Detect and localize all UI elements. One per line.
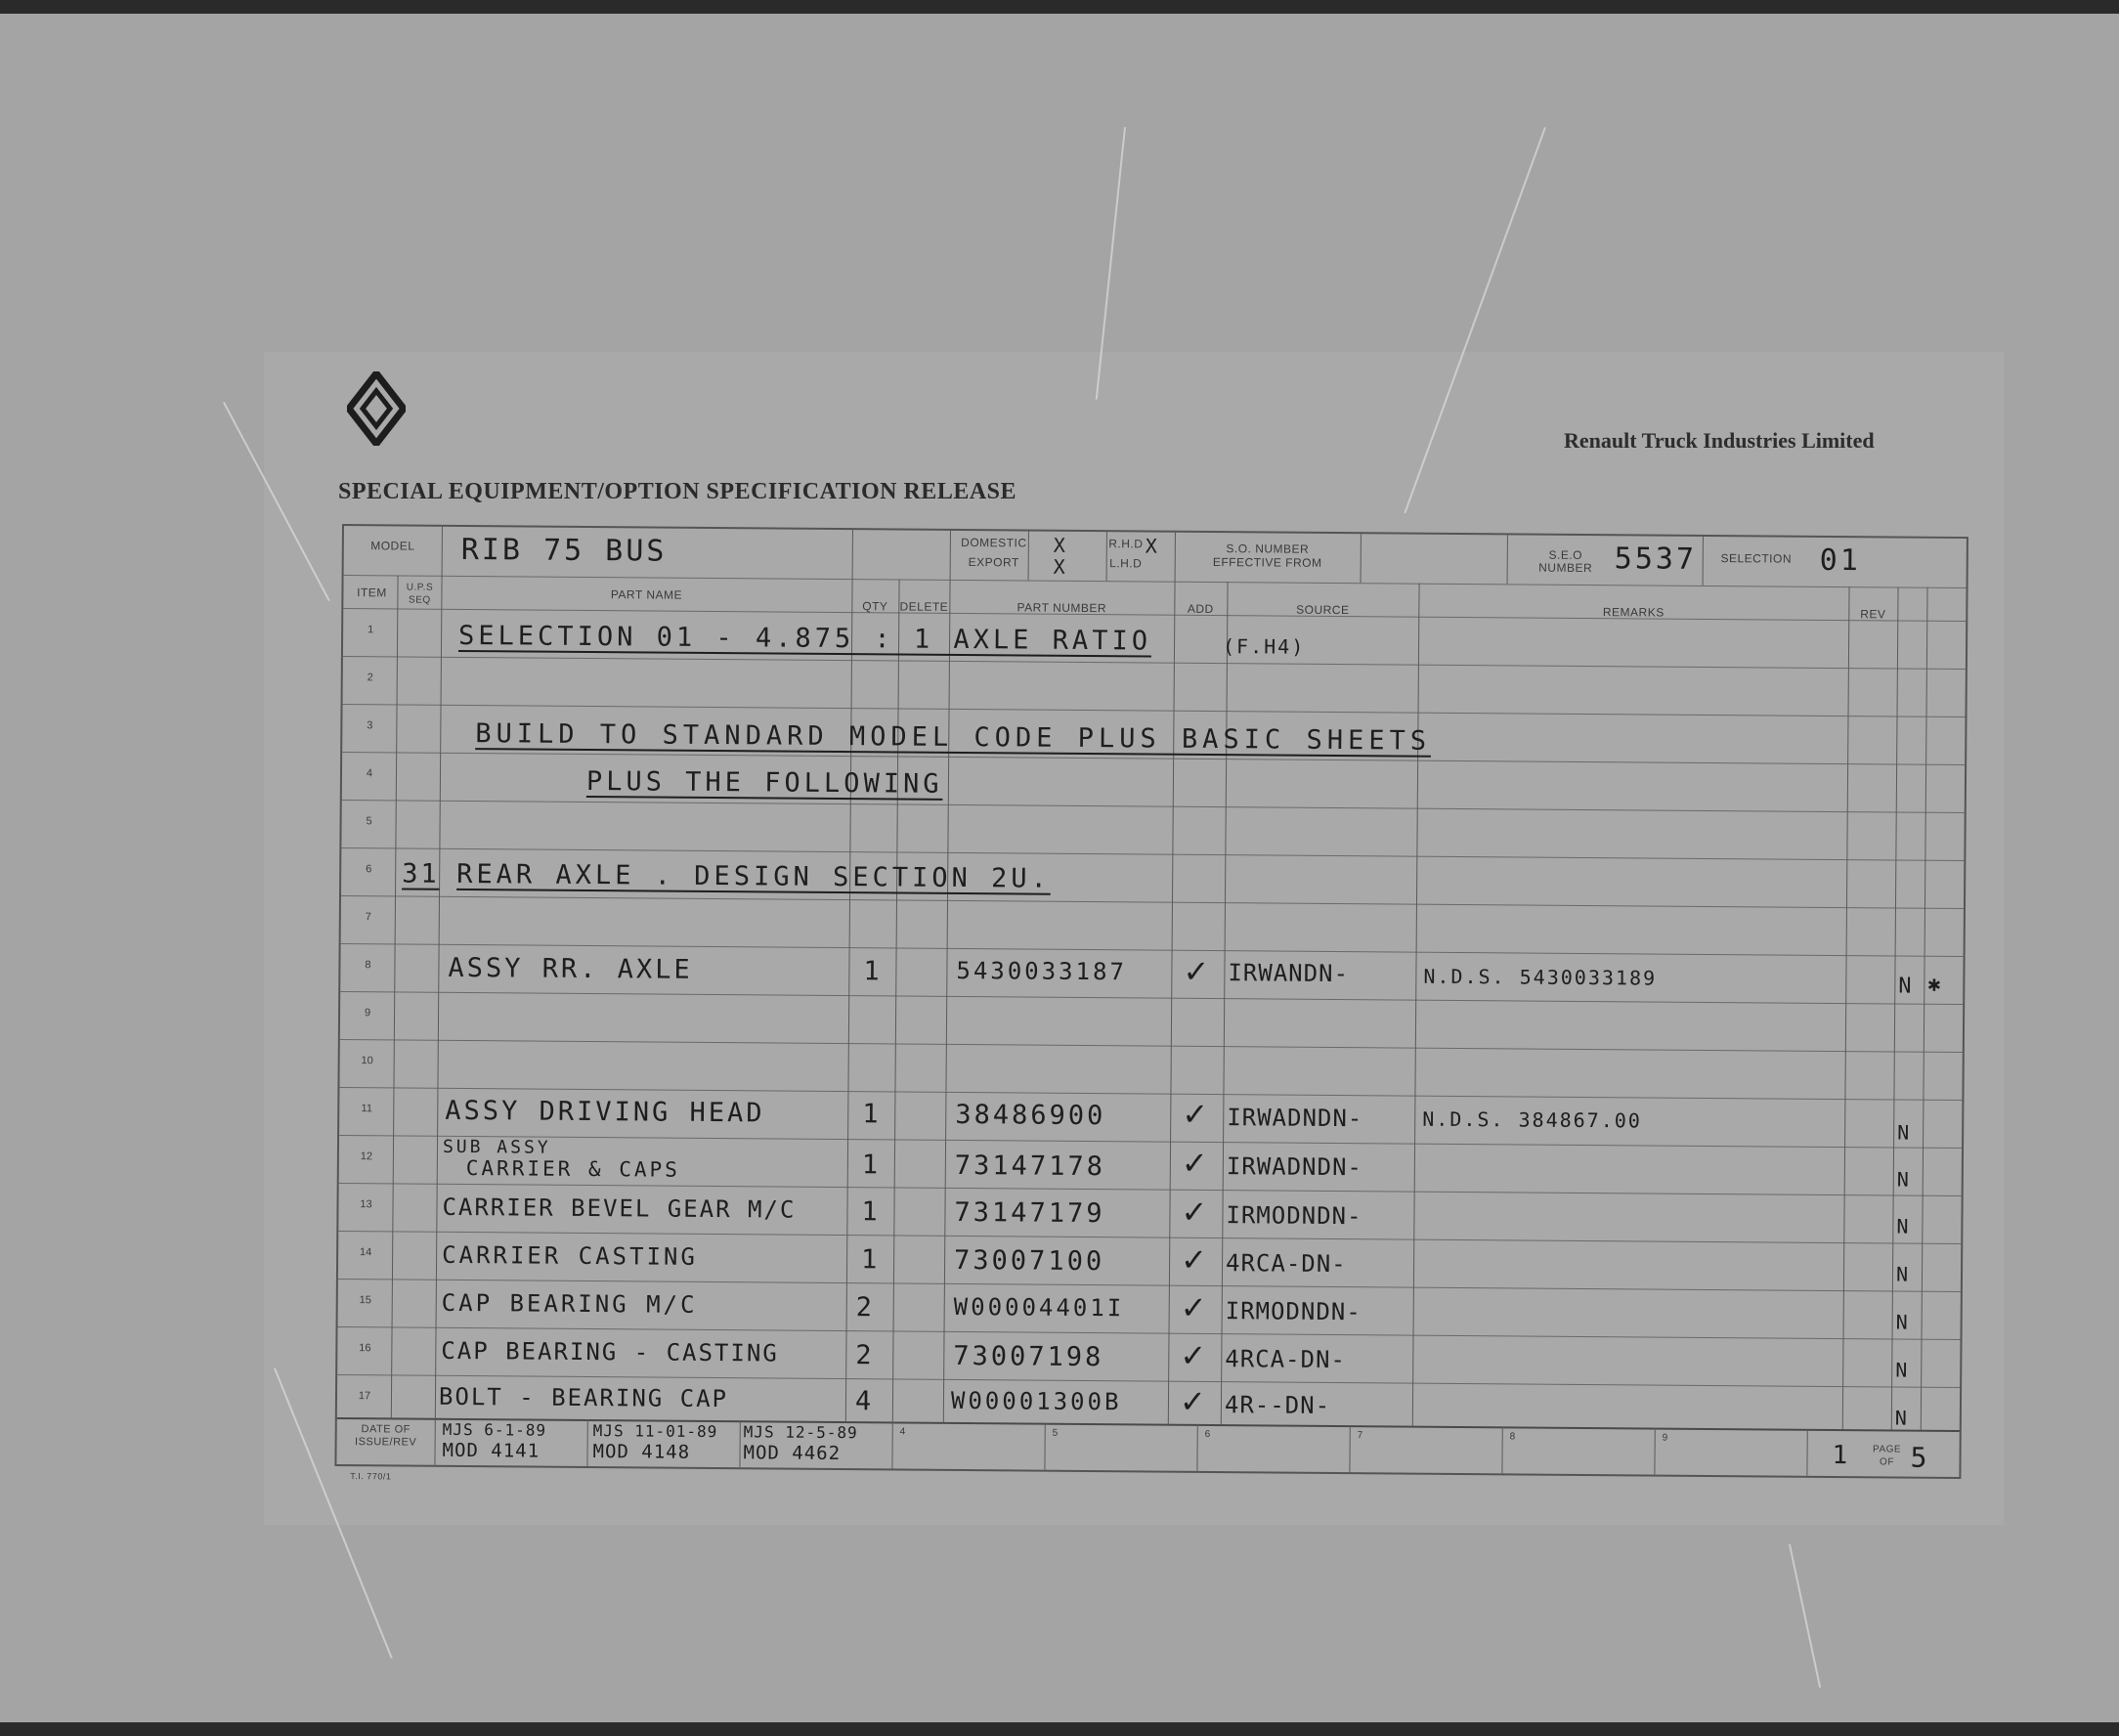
col-divider [1412, 584, 1420, 1426]
selection-label: SELECTION [1720, 551, 1793, 566]
part-name: CARRIER & CAPS [465, 1156, 680, 1182]
part-name: ASSY DRIVING HEAD [445, 1095, 765, 1129]
part-number: W00004401I [953, 1292, 1125, 1323]
col-header-source: SOURCE [1296, 602, 1350, 618]
col-header-part-name: PART NAME [610, 587, 683, 602]
part-number: 73007198 [953, 1340, 1104, 1373]
part-name: SUB ASSY [442, 1136, 551, 1158]
so-number-label: S.O. NUMBER [1226, 542, 1310, 556]
rev1-mod: MOD 4141 [442, 1439, 541, 1462]
add-checkmark: ✓ [1181, 1193, 1208, 1231]
part-name: CARRIER BEVEL GEAR M/C [442, 1193, 797, 1224]
footer-divider [1654, 1428, 1655, 1475]
source: 4R--DN- [1224, 1391, 1331, 1419]
part-number: 73007100 [953, 1244, 1105, 1278]
col-header-part-number: PART NUMBER [1016, 600, 1107, 616]
domestic-label: DOMESTIC [961, 535, 1027, 550]
footer-divider [1196, 1424, 1197, 1471]
rhd-checkbox: X [1145, 534, 1159, 558]
col-divider [1361, 534, 1362, 583]
selection-value: 01 [1819, 542, 1862, 579]
source: IRMODNDN- [1225, 1297, 1362, 1326]
remarks: N.D.S. 5430033189 [1423, 964, 1658, 990]
row-number: 7 [365, 911, 371, 924]
rule [340, 1039, 1963, 1053]
effective-from-label: EFFECTIVE FROM [1212, 554, 1322, 570]
row-number: 4 [366, 767, 373, 780]
rule [343, 704, 1966, 717]
document-title: SPECIAL EQUIPMENT/OPTION SPECIFICATION RELEASE [338, 479, 1017, 504]
part-name: CARRIER CASTING [442, 1240, 698, 1271]
slot-number: 7 [1357, 1430, 1363, 1442]
part-number: 5430033187 [956, 956, 1128, 986]
footer-divider [1349, 1425, 1350, 1472]
export-label: EXPORT [968, 555, 1019, 570]
slot-number: 6 [1204, 1428, 1211, 1441]
rev3-date: MJS 12-5-89 [743, 1422, 858, 1443]
col-divider [892, 579, 900, 1421]
col-divider [1842, 586, 1850, 1429]
footer-divider [891, 1421, 892, 1468]
rule [337, 1417, 1960, 1432]
rev-mark: N [1895, 1262, 1912, 1286]
rule [341, 895, 1964, 909]
domestic-checkbox: X [1053, 533, 1067, 557]
source: IRWADNDN- [1226, 1152, 1363, 1182]
part-name: CAP BEARING - CASTING [441, 1336, 779, 1367]
col-divider [1703, 537, 1704, 586]
add-checkmark: ✓ [1179, 1382, 1206, 1420]
source: 4RCA-DN- [1225, 1345, 1347, 1374]
qty: 1 [861, 1196, 881, 1228]
col-divider [1891, 587, 1899, 1430]
footer-divider [1806, 1429, 1807, 1476]
col-divider [435, 527, 443, 1418]
col-header-add: ADD [1187, 601, 1214, 617]
part-name: BOLT - BEARING CAP [438, 1382, 729, 1413]
qty: 1 [860, 1244, 881, 1276]
col-header-ups-seq: U.P.S SEQ [406, 582, 434, 606]
rev-mark: N [1897, 1120, 1913, 1145]
footer-divider [1044, 1423, 1045, 1470]
section-seq: 31 [402, 858, 440, 890]
rhd-label: R.H.D [1108, 537, 1144, 551]
rev2-date: MJS 11-01-89 [592, 1421, 718, 1442]
seo-number-value: 5537 [1614, 542, 1698, 577]
row-number: 8 [365, 959, 371, 972]
rev2-mod: MOD 4148 [592, 1441, 691, 1463]
rule [341, 847, 1964, 861]
part-name: ASSY RR. AXLE [448, 952, 693, 985]
rev-mark: N [1896, 1167, 1912, 1192]
rule [344, 575, 1967, 588]
row-number: 2 [367, 672, 373, 684]
add-checkmark: ✓ [1182, 1095, 1209, 1133]
col-divider [1921, 587, 1928, 1430]
film-scratch [1789, 1544, 1821, 1688]
selection-code: (F.H4) [1222, 634, 1306, 659]
add-checkmark: ✓ [1180, 1336, 1207, 1374]
rule [340, 991, 1963, 1005]
add-checkmark: ✓ [1181, 1144, 1208, 1182]
part-number: 38486900 [955, 1099, 1106, 1132]
qty: 2 [855, 1292, 876, 1324]
rev-mark: N [1895, 1310, 1911, 1334]
part-number: 73147178 [954, 1150, 1106, 1183]
row-number: 5 [366, 815, 372, 828]
section-note: REAR AXLE . DESIGN SECTION 2U. [456, 858, 1051, 894]
qty: 2 [855, 1340, 875, 1371]
part-number: 73147179 [954, 1196, 1105, 1230]
selection-note: SELECTION 01 - 4.875 : 1 AXLE RATIO [457, 620, 1152, 657]
slot-number: 8 [1509, 1431, 1516, 1443]
row-number: 15 [359, 1294, 371, 1307]
qty: 1 [863, 956, 883, 987]
model-value: RIB 75 BUS [460, 532, 668, 569]
remarks: N.D.S. 384867.00 [1422, 1107, 1642, 1133]
rev-mark: N [1894, 1406, 1911, 1430]
export-checkbox: X [1053, 554, 1067, 579]
date-of-issue-label: DATE OF ISSUE/REV [354, 1423, 417, 1449]
page-of-label: PAGE OF [1873, 1444, 1902, 1468]
rev-mark: N [1898, 974, 1915, 999]
add-checkmark: ✓ [1183, 952, 1210, 990]
lhd-label: L.H.D [1109, 556, 1143, 571]
source: IRMODNDN- [1226, 1201, 1362, 1231]
footer-divider [434, 1418, 435, 1465]
company-name: Renault Truck Industries Limited [1564, 428, 1875, 453]
part-name: CAP BEARING M/C [441, 1288, 698, 1319]
col-divider [845, 530, 853, 1421]
rev3-mod: MOD 4462 [743, 1442, 842, 1465]
scan-border-top [0, 0, 2119, 14]
col-header-delete: DELETE [899, 599, 949, 614]
col-divider [1168, 533, 1176, 1424]
slot-number: 4 [899, 1426, 906, 1438]
model-label: MODEL [370, 539, 415, 553]
rev-mark: N [1896, 1214, 1912, 1238]
seo-number-label: S.E.O NUMBER [1538, 547, 1593, 576]
asterisk-mark: ✱ [1927, 972, 1944, 997]
row-number: 14 [359, 1246, 372, 1259]
row-number: 9 [364, 1007, 371, 1020]
slot-number: 5 [1052, 1427, 1059, 1439]
row-number: 13 [360, 1198, 372, 1211]
col-header-qty: QTY [862, 599, 888, 614]
source: IRWADNDN- [1227, 1104, 1363, 1133]
add-checkmark: ✓ [1180, 1240, 1208, 1279]
footer-divider [1501, 1426, 1502, 1473]
qty: 1 [861, 1150, 882, 1181]
row-number: 10 [361, 1055, 373, 1067]
row-number: 11 [361, 1103, 373, 1115]
footer-divider [739, 1420, 740, 1467]
row-number: 3 [367, 719, 373, 732]
rev-mark: N [1895, 1358, 1911, 1382]
col-header-rev: REV [1860, 607, 1886, 622]
rev1-date: MJS 6-1-89 [442, 1419, 547, 1440]
col-divider [1507, 535, 1508, 584]
renault-logo [347, 371, 406, 451]
plus-following-note: PLUS THE FOLLOWING [585, 765, 943, 800]
spec-release-form [334, 524, 1968, 1482]
add-checkmark: ✓ [1180, 1288, 1207, 1326]
slot-number: 9 [1662, 1432, 1668, 1444]
col-header-item: ITEM [357, 586, 387, 600]
source: 4RCA-DN- [1225, 1249, 1347, 1279]
row-number: 1 [368, 624, 374, 636]
page-total: 5 [1910, 1441, 1930, 1474]
build-note: BUILD TO STANDARD MODEL CODE PLUS BASIC SHEETS [475, 718, 1432, 757]
qty: 4 [854, 1386, 875, 1417]
row-number: 17 [358, 1390, 371, 1403]
col-header-remarks: REMARKS [1602, 605, 1665, 620]
part-number: W00001300B [950, 1386, 1122, 1416]
row-number: 6 [366, 863, 372, 876]
rule [343, 656, 1966, 670]
qty: 1 [862, 1099, 882, 1130]
rule [339, 1135, 1962, 1149]
page-number: 1 [1832, 1441, 1851, 1471]
col-divider [943, 531, 951, 1422]
form-code: T.I. 770/1 [350, 1471, 392, 1482]
row-number: 16 [359, 1342, 371, 1355]
footer-divider [586, 1419, 587, 1466]
scan-border-bottom [0, 1722, 2119, 1736]
source: IRWANDN- [1228, 959, 1350, 988]
row-number: 12 [360, 1150, 373, 1163]
rule [342, 800, 1965, 813]
col-divider [391, 575, 399, 1417]
